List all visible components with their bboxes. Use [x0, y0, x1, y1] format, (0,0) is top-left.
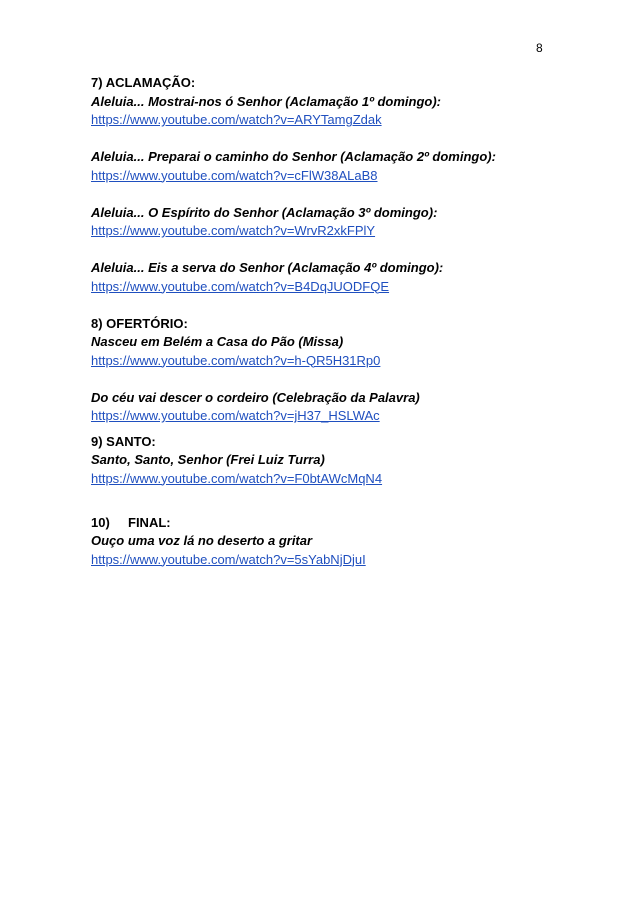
section-heading-santo: 9) SANTO:: [91, 433, 156, 449]
section-aclamacao: [91, 74, 591, 296]
song-title: Aleluia... Mostrai-nos ó Senhor (Aclamação 1º domingo):: [91, 93, 442, 109]
section-heading-number: 10): [91, 514, 110, 530]
youtube-link[interactable]: https://www.youtube.com/watch?v=B4DqJUODFQE: [91, 278, 390, 294]
song-title: Aleluia... Eis a serva do Senhor (Aclamação 4º domingo):: [91, 260, 444, 275]
song-title: Do céu vai descer o cordeiro (Celebração da Palavra): [91, 389, 420, 405]
section-final: [91, 514, 591, 570]
youtube-link[interactable]: https://www.youtube.com/watch?v=WrvR2xkFPlY: [91, 223, 376, 238]
song-title: Aleluia... O Espírito do Senhor (Aclamação 3º domingo):: [91, 204, 438, 220]
youtube-link[interactable]: https://www.youtube.com/watch?v=cFlW38ALaB8: [91, 167, 378, 183]
song-title: Nasceu em Belém a Casa do Pão (Missa): [91, 334, 344, 349]
section-santo: [91, 433, 591, 489]
song-title: Santo, Santo, Senhor (Frei Luiz Turra): [91, 452, 325, 467]
section-heading-aclamacao: 7) ACLAMAÇÃO:: [91, 75, 196, 90]
section-heading-final: [91, 514, 591, 533]
youtube-link[interactable]: https://www.youtube.com/watch?v=F0btAWcMqN4: [91, 470, 383, 486]
youtube-link[interactable]: https://www.youtube.com/watch?v=jH37_HSLWAc: [91, 408, 380, 423]
section-heading-ofertorio: 8) OFERTÓRIO:: [91, 315, 188, 331]
youtube-link[interactable]: https://www.youtube.com/watch?v=ARYTamgZdak: [91, 112, 382, 127]
song-title: Aleluia... Preparai o caminho do Senhor (Aclamação 2º domingo):: [91, 149, 496, 164]
section-ofertorio: [91, 315, 591, 426]
section-heading-label: FINAL:: [128, 514, 171, 530]
document-body: [91, 74, 591, 569]
youtube-link[interactable]: https://www.youtube.com/watch?v=5sYabNjDjuI: [91, 551, 366, 567]
page-number: 8: [536, 41, 543, 55]
song-title: Ouço uma voz lá no deserto a gritar: [91, 533, 313, 548]
youtube-link[interactable]: https://www.youtube.com/watch?v=h-QR5H31Rp0: [91, 352, 381, 368]
